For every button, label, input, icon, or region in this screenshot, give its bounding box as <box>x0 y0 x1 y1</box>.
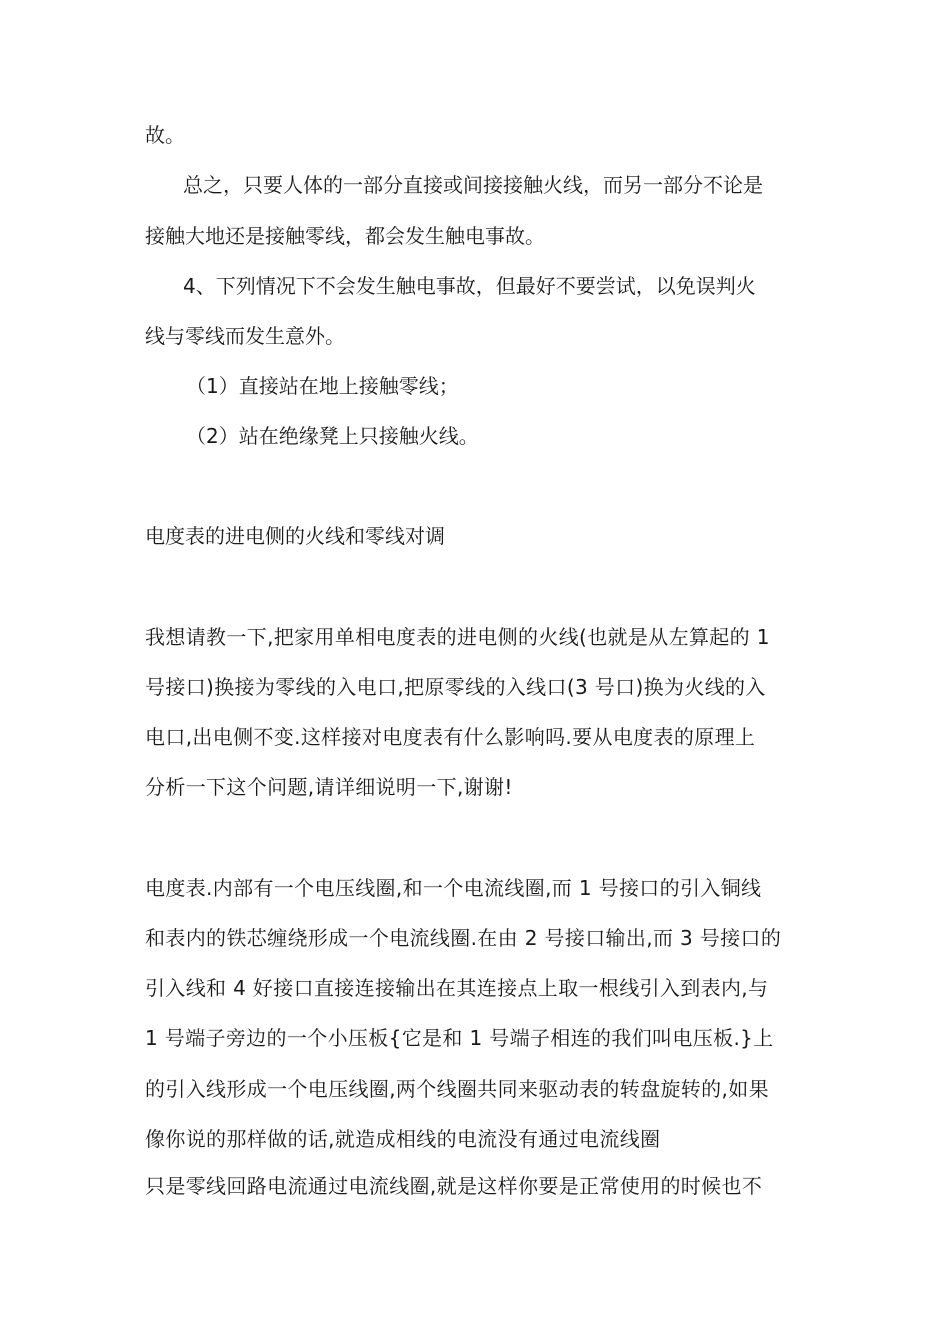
paragraph-line: 故。 <box>145 123 185 147</box>
paragraph-line: 4、下列情况下不会发生触电事故，但最好不要尝试，以免误判火 <box>183 274 756 298</box>
answer-line: 的引入线形成一个电压线圈,两个线圈共同来驱动表的转盘旋转的,如果 <box>145 1077 769 1101</box>
paragraph-line: 接触大地还是接触零线，都会发生触电事故。 <box>145 224 545 248</box>
question-line: 号接口)换接为零线的入电口,把原零线的入线口(3 号口)换为火线的入 <box>145 675 766 699</box>
paragraph-line: 总之，只要人体的一部分直接或间接接触火线，而另一部分不论是 <box>183 173 763 197</box>
answer-line: 像你说的那样做的话,就造成相线的电流没有通过电流线圈 <box>145 1127 661 1151</box>
answer-line: 引入线和 4 好接口直接连接输出在其连接点上取一根线引入到表内,与 <box>145 976 769 1000</box>
answer-line: 1 号端子旁边的一个小压板{它是和 1 号端子相连的我们叫电压板.}上 <box>145 1026 774 1050</box>
answer-line: 和表内的铁芯缠绕形成一个电流线圈.在由 2 号接口输出,而 3 号接口的 <box>145 926 782 950</box>
list-item: （1）直接站在地上接触零线； <box>186 374 459 398</box>
question-line: 分析一下这个问题,请详细说明一下,谢谢! <box>145 775 513 799</box>
answer-line: 只是零线回路电流通过电流线圈,就是这样你要是正常使用的时候也不 <box>145 1174 763 1198</box>
paragraph-line: 线与零线而发生意外。 <box>145 324 345 348</box>
question-line: 电口,出电侧不变.这样接对电度表有什么影响吗.要从电度表的原理上 <box>145 725 756 749</box>
list-item: （2）站在绝缘凳上只接触火线。 <box>186 424 479 448</box>
answer-line: 电度表.内部有一个电压线圈,和一个电流线圈,而 1 号接口的引入铜线 <box>145 876 762 900</box>
question-line: 我想请教一下,把家用单相电度表的进电侧的火线(也就是从左算起的 1 <box>145 625 770 649</box>
section-title: 电度表的进电侧的火线和零线对调 <box>145 524 445 548</box>
